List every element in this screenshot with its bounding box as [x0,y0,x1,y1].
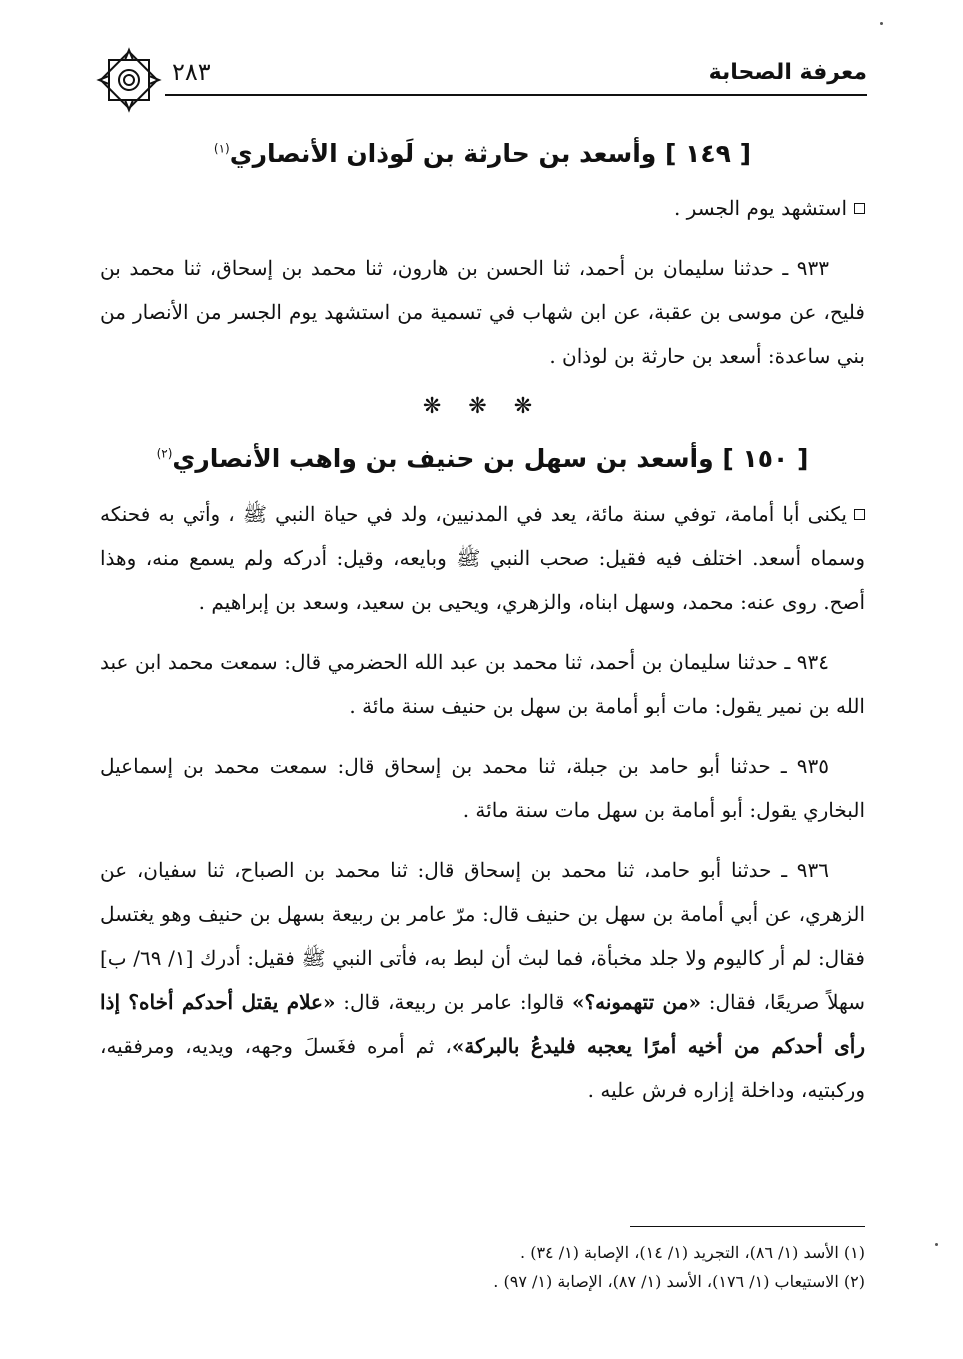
square-bullet-icon [854,509,865,520]
running-title: معرفة الصحابة [708,60,867,85]
square-bullet-icon [854,203,865,214]
entry-150-bio-text: يكنى أبا أمامة، توفي سنة مائة، يعد في المدنيين، ولد في حياة النبي ﷺ ، وأتي به فحنكه وسماه أسعد. اختلف فيه فقيل: صحب النبي ﷺ وبايعه، وقيل: أدركه ولم يسمع منه، وهذا أصح. روى عنه: محمد، وسهل ابناه، والزهري، ويحيى بن سعيد، وسعد بن إبراهيم . [100,501,865,614]
header-rule [165,94,867,96]
footnote-2: (٢) الاستيعاب (١/ ١٧٦)، الأسد (١/ ٨٧)، الإصابة (١/ ٩٧) . [493,1272,865,1291]
entry-150-bio [100,492,865,624]
ornament-icon [95,46,163,114]
entry-150-title-text: [ ١٥٠ ] وأسعد بن سهل بن حنيف بن واهب الأنصاري [172,444,809,474]
section-separator: ❋ ❋ ❋ [422,394,543,420]
footnotes [100,1238,865,1296]
footnote-marker-2: (٢) [156,446,173,461]
footnote-marker-1: (١) [213,141,230,156]
hadith-936-quote-2: «علام يقتل أحدكم أخاه؟ إذا رأى أحدكم من أخيه أمرًا يعجبه فليدعُ بالبركة» [100,989,866,1058]
entry-149-title-text: [ ١٤٩ ] وأسعد بن حارثة بن لَوذان الأنصاري [229,139,752,168]
hadith-934: ٩٣٤ ـ حدثنا سليمان بن أحمد، ثنا محمد بن عبد الله الحضرمي قال: سمعت محمد ابن عبد الله بن نمير يقول: مات أبو أمامة بن سهل بن حنيف سنة مائة . [100,649,865,718]
hadith-935: ٩٣٥ ـ حدثنا أبو حامد بن جبلة، ثنا محمد بن إسحاق قال: سمعت محمد بن إسماعيل البخاري يقول: أبو أمامة بن سهل مات سنة مائة . [100,753,865,822]
scan-speck [935,1243,938,1246]
hadith-936 [100,848,865,1112]
hadith-936-part-c: ، ثم أمره فغَسلَ وجهه، ويديه، ومرفقيه، وركبتيه، وداخلة إزاره فرش عليه . [100,1033,865,1102]
entry-149-title [100,128,865,186]
hadith-936-part-b: قالوا: عامر بن ربيعة، قال: [335,989,573,1014]
page-header [95,58,867,108]
scan-speck [880,22,883,25]
hadith-936-quote-1: «من تتهمونه؟» [572,989,701,1014]
entry-150-title [100,433,865,491]
page-body [100,128,865,1128]
page-number: ٢٨٣ [172,58,211,86]
hadith-933: ٩٣٣ ـ حدثنا سليمان بن أحمد، ثنا الحسن بن هارون، ثنا محمد بن إسحاق، ثنا محمد بن فليح، عن موسى بن عقبة، عن ابن شهاب في تسمية من استشهد يوم الجسر من الأنصار من بني ساعدة: أسعد بن حارثة بن لوذان . [100,256,865,369]
footnote-1: (١) الأسد (١/ ٨٦)، التجريد (١/ ١٤)، الإصابة (١/ ٣٤) . [520,1243,865,1262]
hadith-936-part-a: ٩٣٦ ـ حدثنا أبو حامد، ثنا محمد بن إسحاق قال: ثنا محمد بن الصباح، ثنا سفيان، عن الزهري، عن أبي أمامة بن سهل بن حنيف قال: مرّ عامر بن ربيعة بسهل بن حنيف وهو يغتسل فقال: لم أر كاليوم ولا جلد مخبأة، فما لبث أن لبط به، فأتى النبي ﷺ فقيل: أدرك [١/ ٦٩/ ب] سهلاً صريعًا، فقال: [100,857,865,1014]
entry-149-note-text: استشهد يوم الجسر . [673,196,847,221]
entry-149-note [100,186,865,230]
footnote-rule [630,1226,865,1227]
